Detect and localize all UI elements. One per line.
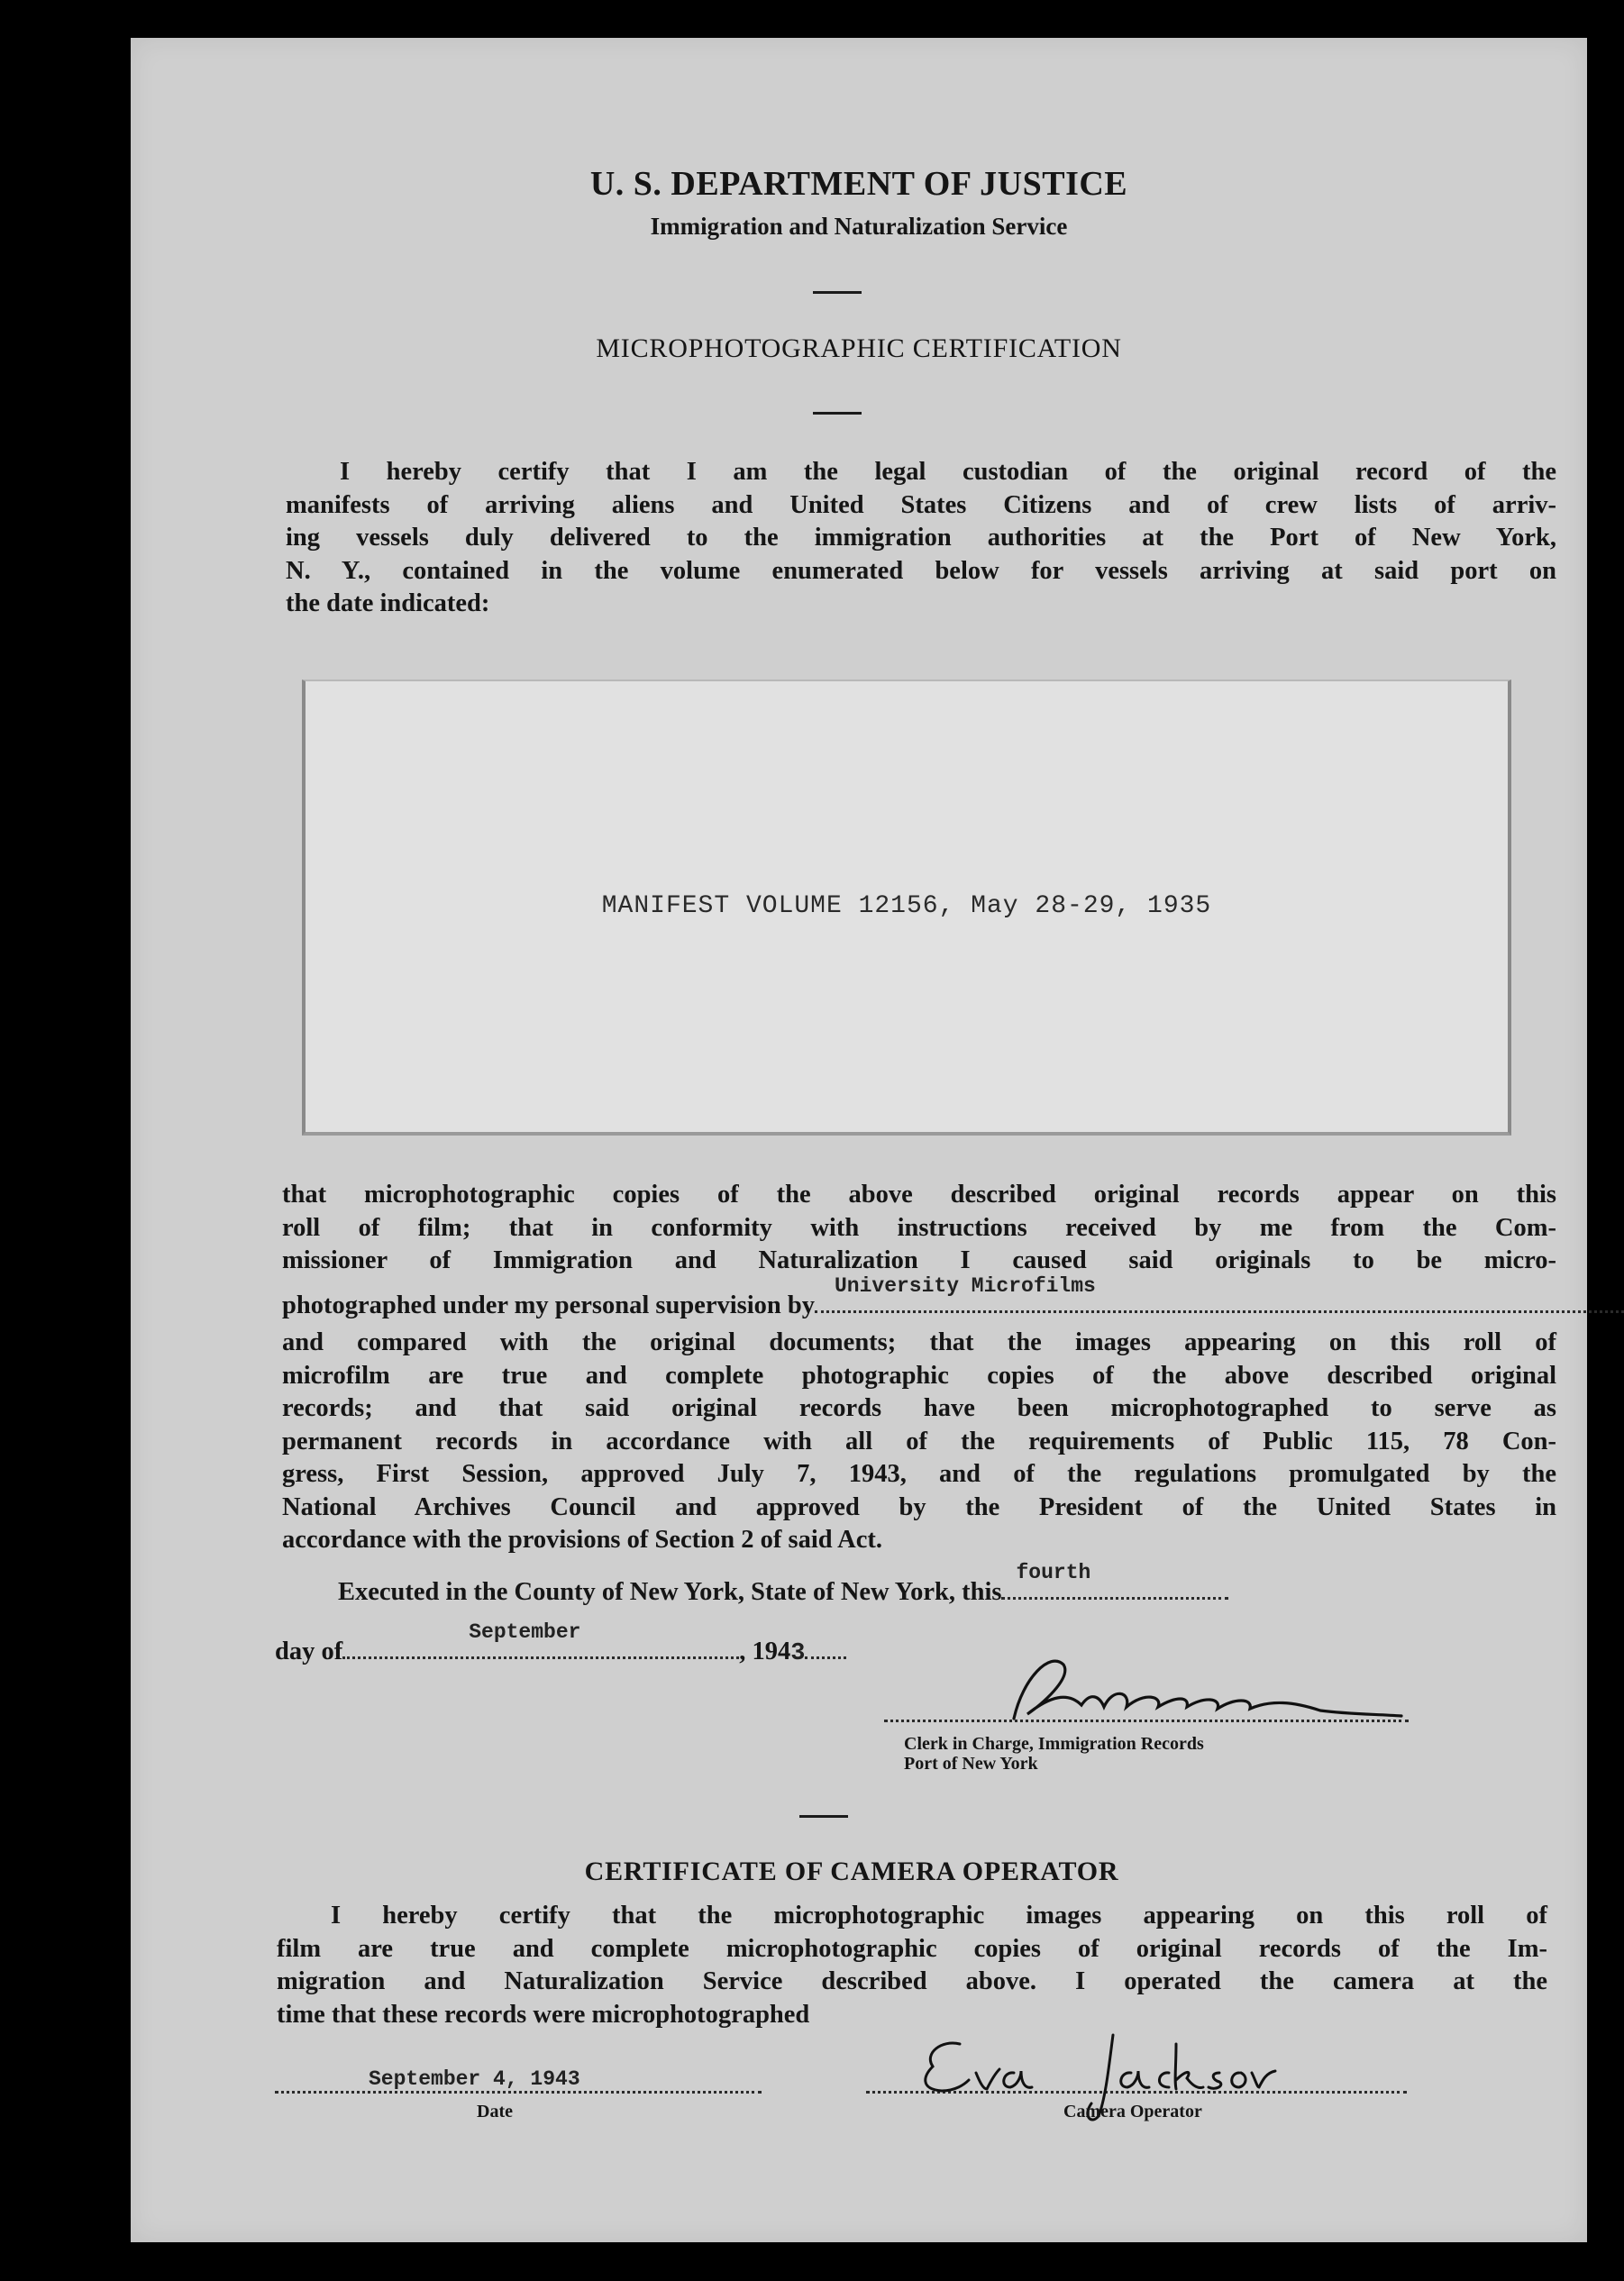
record-volume-box <box>302 680 1511 1136</box>
service-subheading: Immigration and Naturalization Service <box>650 213 1068 240</box>
month-fill <box>342 1620 739 1659</box>
operator-label: Camera Operator <box>1063 2102 1202 2121</box>
intro-line: manifests of arriving aliens and United States Citizens and of crew lists of arriv- <box>286 490 1556 519</box>
year-fill <box>805 1635 846 1659</box>
camera-date-value: September 4, 1943 <box>369 2067 580 2091</box>
body-paragraph-continued <box>282 1327 1556 1557</box>
month-value: September <box>469 1620 581 1644</box>
divider <box>813 291 862 294</box>
day-fill <box>1001 1561 1228 1600</box>
intro-line: ing vessels duly delivered to the immigration authorities at the Port of New York, <box>286 524 1556 552</box>
record-volume-text: MANIFEST VOLUME 12156, May 28-29, 1935 <box>601 892 1212 920</box>
intro-line: I hereby certify that I am the legal custodian of the original record of the <box>340 458 1556 486</box>
date-line <box>275 1620 846 1667</box>
supervision-value: University Microfilms <box>834 1274 1096 1298</box>
body-line: accordance with the provisions of Section 2 of said Act. <box>282 1526 883 1554</box>
body-line: National Archives Council and approved by the President of the United States in <box>282 1492 1556 1521</box>
body-line: that microphotographic copies of the above described original records appear on this <box>282 1181 1556 1209</box>
year-digit: 3 <box>790 1640 806 1667</box>
executed-line <box>338 1561 1228 1607</box>
clerk-signature <box>996 1642 1410 1732</box>
certificate-page <box>131 38 1587 2242</box>
camera-line: I hereby certify that the microphotographic images appearing on this roll of <box>331 1902 1547 1930</box>
body-line: gress, First Session, approved July 7, 1943, and of the regulations promulgated by the <box>282 1460 1556 1488</box>
supervision-line <box>282 1274 1624 1320</box>
intro-line: the date indicated: <box>286 589 490 617</box>
camera-line: time that these records were microphotographed <box>277 2000 810 2029</box>
supervision-prefix: photographed under my personal supervision by <box>282 1291 815 1319</box>
body-line: missioner of Immigration and Naturalization I caused said originals to be micro- <box>282 1246 1556 1274</box>
date-signature-line <box>275 2091 762 2094</box>
body-line: roll of film; that in conformity with instructions received by me from the Com- <box>282 1213 1556 1242</box>
intro-paragraph <box>286 456 1556 621</box>
camera-certificate-title: CERTIFICATE OF CAMERA OPERATOR <box>584 1857 1119 1886</box>
camera-paragraph <box>277 1900 1547 2031</box>
certification-title: MICROPHOTOGRAPHIC CERTIFICATION <box>596 333 1122 363</box>
day-of-label: day of <box>275 1638 343 1665</box>
date-label: Date <box>477 2102 513 2121</box>
clerk-title-line: Clerk in Charge, Immigration Records <box>904 1734 1204 1754</box>
body-line: permanent records in accordance with all of the requirements of Public 115, 78 Con- <box>282 1427 1556 1455</box>
year-prefix: , 194 <box>739 1638 791 1665</box>
intro-line: N. Y., contained in the volume enumerated below for vessels arriving at said port on <box>286 556 1556 585</box>
executed-prefix: Executed in the County of New York, State of New York, this <box>338 1578 1002 1606</box>
divider <box>799 1815 848 1818</box>
day-value: fourth <box>1016 1561 1091 1584</box>
camera-line: migration and Naturalization Service described above. I operated the camera at the <box>277 1967 1547 1995</box>
clerk-title <box>904 1734 1204 1774</box>
camera-line: film are true and complete microphotographic copies of original records of the Im- <box>277 1934 1547 1963</box>
body-paragraph <box>282 1179 1556 1278</box>
body-line: records; and that said original records have been microphotographed to serve as <box>282 1394 1556 1422</box>
body-line: and compared with the original documents; that the images appearing on this roll of <box>282 1328 1556 1356</box>
clerk-title-line: Port of New York <box>904 1754 1038 1774</box>
divider <box>813 412 862 415</box>
body-line: microfilm are true and complete photographic copies of the above described original <box>282 1361 1556 1390</box>
department-heading: U. S. DEPARTMENT OF JUSTICE <box>589 165 1128 203</box>
supervision-fill <box>815 1274 1624 1313</box>
